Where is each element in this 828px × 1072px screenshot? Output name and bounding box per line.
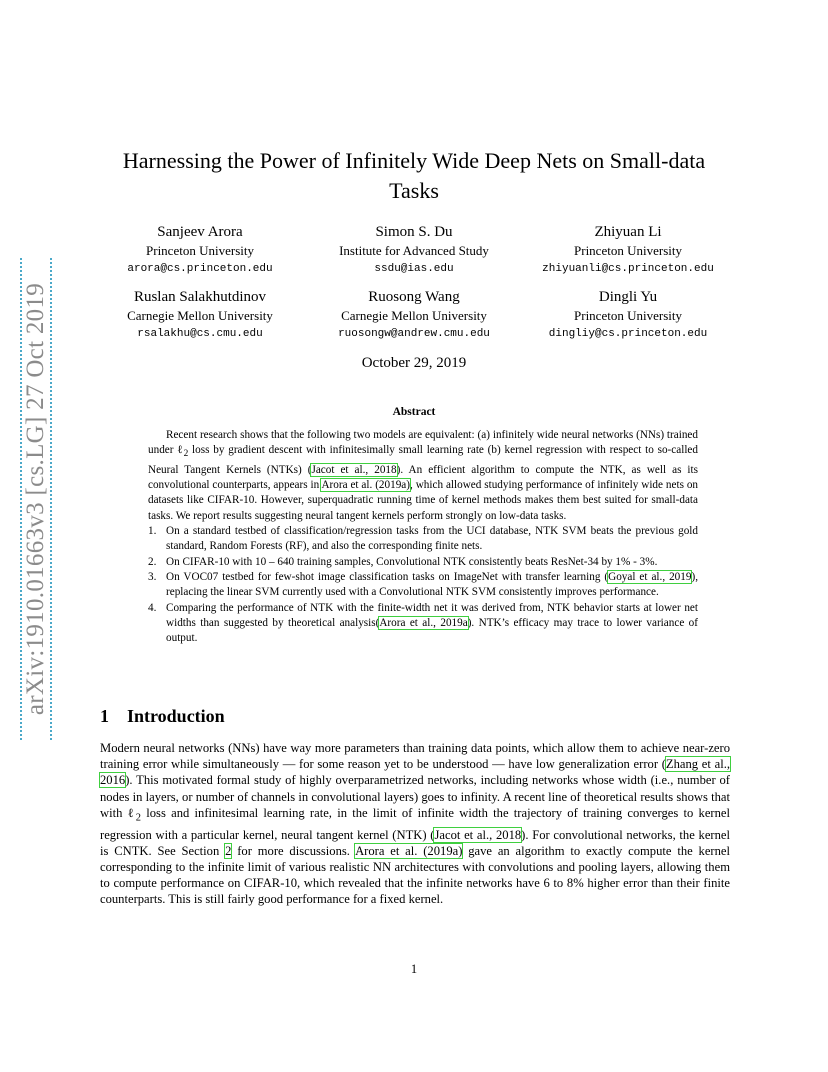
author-name: Sanjeev Arora — [157, 224, 243, 240]
author-name: Zhiyuan Li — [594, 224, 662, 240]
citation-link[interactable]: Arora et al. (2019a) — [355, 843, 463, 858]
abstract-body — [148, 428, 698, 646]
author-affiliation: Carnegie Mellon University — [341, 308, 487, 323]
author-affiliation: Carnegie Mellon University — [127, 308, 273, 323]
author-affiliation: Institute for Advanced Study — [339, 243, 489, 258]
citation-link[interactable]: Zhang et al., 2016 — [100, 757, 730, 788]
author-affiliation: Princeton University — [574, 308, 682, 323]
arxiv-stamp-text: arXiv:1910.01663v3 [cs.LG] 27 Oct 2019 — [22, 282, 50, 716]
list-number: 1. — [148, 525, 157, 538]
author-email[interactable]: dingliy@cs.princeton.edu — [548, 328, 708, 340]
list-number: 2. — [148, 555, 157, 568]
list-text: ). NTK’s efficacy may trace to lower variance of output. — [166, 616, 698, 645]
citation-link[interactable]: Arora et al., 2019a — [379, 616, 468, 629]
body-text: for more discussions. — [231, 843, 356, 858]
citation-link[interactable]: Arora et al. (2019a) — [321, 479, 410, 492]
list-item — [148, 555, 698, 570]
abstract-text: loss by gradient descent with infinitesimally small learning rate (b) kernel regression with respect to so-called Neural Tangent Kernels (NTKs) ( — [148, 444, 698, 476]
author — [528, 222, 728, 278]
paper-date: October 29, 2019 — [361, 355, 467, 371]
paper-title: Harnessing the Power of Infinitely Wide Deep Nets on Small-data Tasks — [122, 148, 706, 203]
author — [314, 222, 514, 278]
list-item — [148, 601, 698, 647]
author-row-1 — [100, 222, 728, 278]
list-item — [148, 524, 698, 555]
citation-link[interactable]: Jacot et al., 2018 — [311, 463, 397, 476]
author-name: Simon S. Du — [375, 224, 453, 240]
abstract-text: Recent research shows that the following two models are equivalent: (a) infinitely wide neural networks (NNs) trained under ℓ — [148, 429, 698, 457]
author — [314, 287, 514, 343]
section-link[interactable]: 2 — [225, 843, 232, 858]
abstract-text: , which allowed studying performance of infinitely wide nets on datasets like CIFAR-10. However, superquadratic running time of kernel methods makes them best suited for small-data tasks. We report results suggesting neural tangent kernels perform strongly on low-data tasks. — [148, 479, 699, 522]
author-name: Ruslan Salakhutdinov — [133, 289, 267, 305]
abstract-paragraph — [148, 428, 698, 524]
author-email[interactable]: zhiyuanli@cs.princeton.edu — [542, 263, 714, 275]
intro-paragraph — [100, 740, 730, 908]
body-text: loss and infinitesimal learning rate, in the limit of infinite width the trajectory of training converges to kernel regression with a particular kernel, neural tangent kernel (NTK) ( — [100, 805, 730, 842]
body-text: ). This motivated formal study of highly overparametrized networks, including networks whose width (i.e., number of nodes in layers, or number of channels in convolutional layers) goes to infinity. A recent line of theoretical results shows that with ℓ — [100, 773, 730, 820]
list-text: On CIFAR-10 with 10 – 640 training samples, Convolutional NTK consistently beats ResNet-34 by 1% - 3%. — [166, 555, 658, 568]
author-email[interactable]: arora@cs.princeton.edu — [127, 263, 273, 275]
author-affiliation: Princeton University — [574, 243, 682, 258]
section-number: 1 — [100, 706, 109, 726]
author — [100, 287, 300, 343]
list-text: ), replacing the linear SVM currently used with a Convolutional NTK SVM consistently improves performance. — [166, 570, 698, 599]
author-block — [100, 222, 728, 352]
body-text: Modern neural networks (NNs) have way more parameters than training data points, which allow them to achieve near-zero training error while simultaneously — for some reason yet to be understood — have low generalization error ( — [100, 741, 730, 772]
body-text: gave an algorithm to exactly compute the kernel corresponding to the infinite limit of various realistic NN architectures with convolutions and pooling layers, allowing them to compute performance on CIFAR-10, which revealed that the infinite networks have 6 to 8% higher error than their finite counterparts. This is still fairly good performance for a fixed kernel. — [100, 843, 730, 907]
page-number: 1 — [410, 962, 418, 976]
abstract-text: ). An efficient algorithm to compute the NTK, as well as its convolutional counterparts, appears in — [148, 463, 698, 492]
section-title: Introduction — [127, 706, 225, 726]
list-number: 3. — [148, 570, 157, 583]
section-heading — [100, 706, 728, 727]
author-email[interactable]: ssdu@ias.edu — [374, 263, 454, 275]
body-text: ). For convolutional networks, the kernel is CNTK. See Section — [100, 827, 730, 858]
author-name: Dingli Yu — [598, 289, 658, 305]
author-email[interactable]: rsalakhu@cs.cmu.edu — [137, 328, 263, 340]
author-row-2 — [100, 287, 728, 343]
author-email[interactable]: ruosongw@andrew.cmu.edu — [338, 328, 490, 340]
abstract-heading: Abstract — [392, 406, 436, 418]
arxiv-stamp — [20, 258, 52, 740]
contribution-list — [148, 524, 698, 646]
author — [528, 287, 728, 343]
list-text: On VOC07 testbed for few-shot image classification tasks on ImageNet with transfer learning ( — [166, 570, 609, 583]
list-text: On a standard testbed of classification/regression tasks from the UCI database, NTK SVM beats the previous gold standard, Random Forests (RF), and also the corresponding finite nets. — [166, 525, 698, 553]
intro-body — [100, 740, 730, 908]
author — [100, 222, 300, 278]
author-name: Ruosong Wang — [368, 289, 460, 305]
list-number: 4. — [148, 601, 157, 614]
citation-link[interactable]: Jacot et al., 2018 — [434, 827, 522, 842]
list-text: Comparing the performance of NTK with the finite-width net it was derived from, NTK behavior starts at lower net widths than suggested by theoretical analysis( — [166, 601, 698, 629]
list-item — [148, 570, 698, 601]
citation-link[interactable]: Goyal et al., 2019 — [608, 570, 692, 583]
author-affiliation: Princeton University — [146, 243, 254, 258]
subscript: 2 — [135, 812, 142, 824]
subscript: 2 — [183, 449, 189, 460]
